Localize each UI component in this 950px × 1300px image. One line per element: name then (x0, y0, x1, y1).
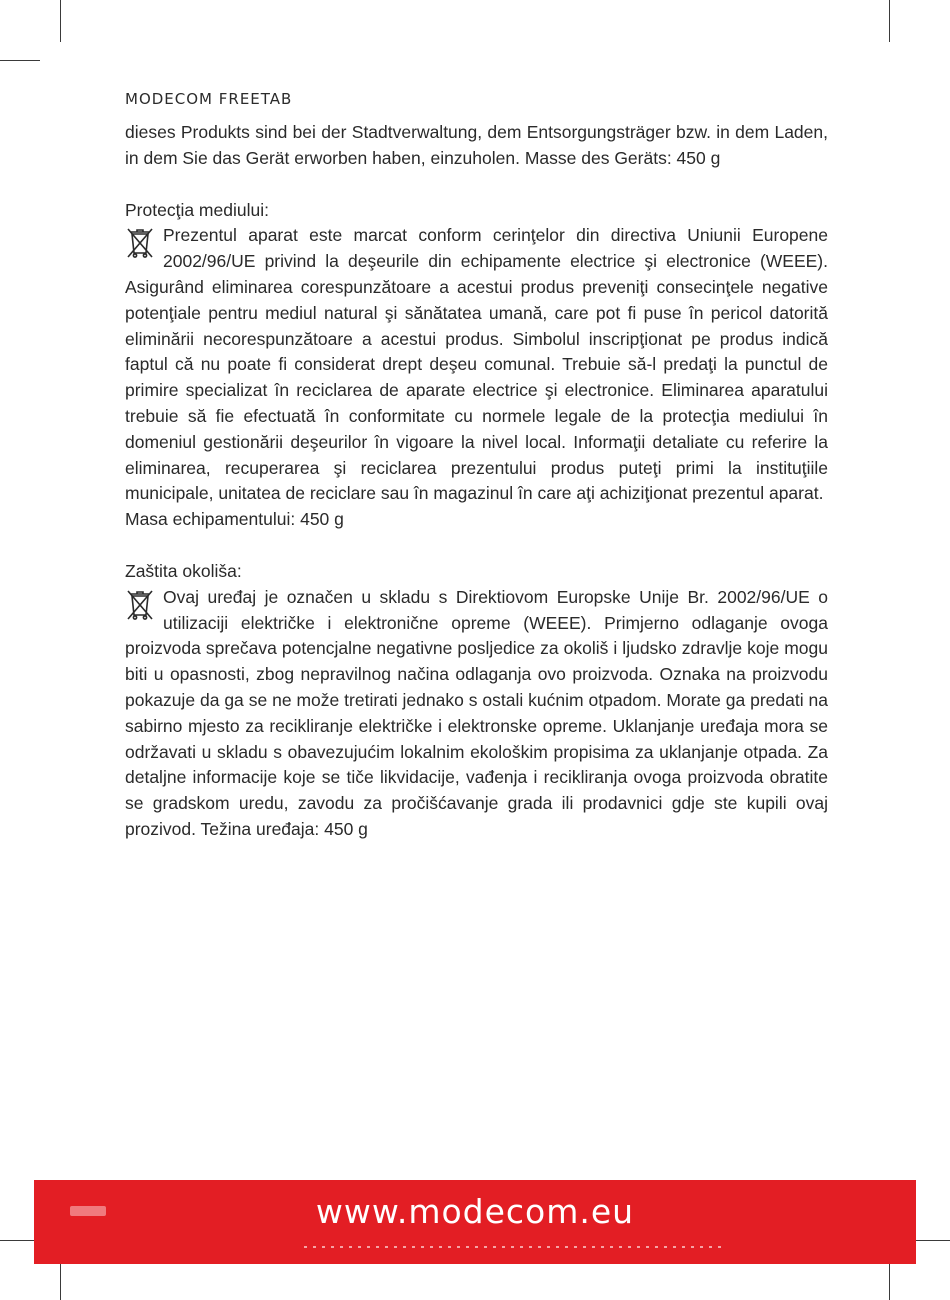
german-paragraph: dieses Produkts sind bei der Stadtverwaltung, dem Entsorgungsträger bzw. in dem Laden, in dem Sie das Gerät erworben haben, einzuholen. Masse des Geräts: 450 g (125, 122, 828, 168)
footer-bar (34, 1180, 916, 1264)
page-content (125, 120, 828, 843)
crop-mark (889, 0, 890, 42)
croatian-heading: Zaštita okoliša: (125, 560, 242, 581)
footer-url: www.modecom.eu (315, 1192, 635, 1231)
croatian-paragraph: Ovaj uređaj je označen u skladu s Direktiovom Europske Unije Br. 2002/96/UE o utilizaciji električke i elektronične opreme (WEEE). Primjerno odlaganje ovoga proizvoda sprečava potencjalne negativne posljedice za okoliš i ljudsko zdravlje koje mogu biti u opasnosti, zbog nepravilnog načina odlaganja ovo proizvoda. Oznaka na proizvodu pokazuje da ga se ne može tretirati jednako s ostali kućnim otpadom. Morate ga predati na sabirno mjesto za recikliranje električke i elektronske opreme. Uklanjanje uređaja mora se održavati u skladu s obavezujućim lokalnim ekološkim propisima za uklanjanje otpada. Za detaljne informacije koje se tiče likvidacije, vađenja i recikliranja ovoga proizvoda obratite se gradskom uredu, zavodu za pročišćavanje grada ili prodavnici gdje ste kupili ovaj prozivod. Težina uređaja: 450 g (125, 586, 828, 839)
crop-mark (910, 1240, 950, 1241)
weee-crossed-bin-icon (125, 588, 155, 622)
romanian-section (125, 223, 828, 507)
romanian-paragraph: Prezentul aparat este marcat conform cerinţelor din directiva Uniunii Europene 2002/96/UE privind la deşeurile din echipamente electrice şi electronice (WEEE). Asigurând eliminarea corespunzătoare a acestui produs preveniţi consecinţele negative potenţiale pentru mediul natural şi sănătatea umană, care pot fi puse în pericol datorită eliminării necorespunzătoare a acestui produs. Simbolul inscripţionat pe produs indică faptul că nu poate fi considerat drept deşeu comunal. Trebuie să-l predaţi la punctul de primire specializat în reciclarea de aparate electrice şi electronice. Eliminarea aparatului trebuie să fie efectuată în conformitate cu normele legale de la protecţia mediului în domeniul gestionării deşeurilor în vigoare la nivel local. Informaţii detaliate cu referire la eliminarea, recuperarea şi reciclarea prezentului produs puteţi primi la instituţiile municipale, unitatea de reciclare sau în magazinul în care aţi achiziţionat prezentul aparat. (125, 225, 828, 504)
crop-mark (0, 60, 40, 61)
crop-mark (889, 1258, 890, 1300)
footer-divider (304, 1246, 724, 1248)
romanian-heading: Protecţia mediului: (125, 199, 269, 220)
crop-mark (60, 1258, 61, 1300)
crop-mark (60, 0, 61, 42)
romanian-mass: Masa echipamentului: 450 g (125, 509, 344, 530)
page-header: MODECOM FREETAB (125, 90, 293, 108)
croatian-section (125, 585, 828, 843)
weee-crossed-bin-icon (125, 226, 155, 260)
